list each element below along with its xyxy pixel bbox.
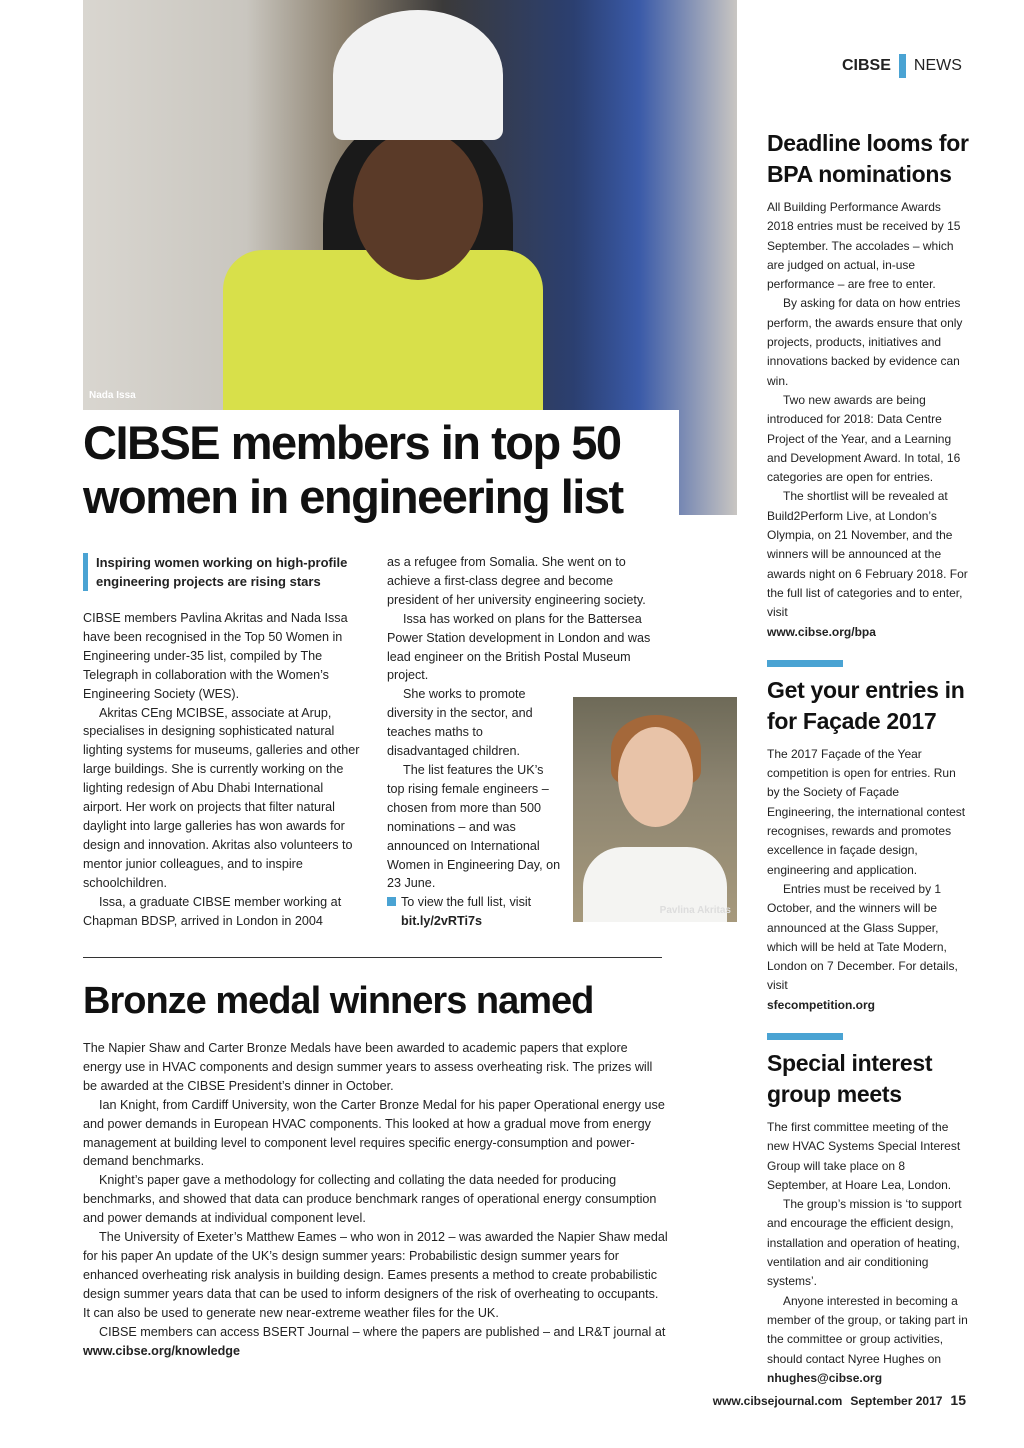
headline-box bbox=[83, 410, 679, 523]
paragraph: CIBSE members Pavlina Akritas and Nada Issa have been recognised in the Top 50 Women in Engineering under-35 list, compiled by The Telegraph in collaboration with the Women’s Engineering Society (WES). bbox=[83, 611, 348, 701]
paragraph: CIBSE members can access BSERT Journal – where the papers are published – and LR&T journal at bbox=[99, 1324, 666, 1339]
paragraph: as a refugee from Somalia. She went on to achieve a first-class degree and become president of her university engineering society. bbox=[387, 555, 646, 607]
list-link[interactable]: bit.ly/2vRTi7s bbox=[401, 914, 482, 929]
standfirst: Inspiring women working on high-profile engineering projects are rising stars bbox=[83, 553, 363, 591]
bpa-link[interactable]: www.cibse.org/bpa bbox=[767, 624, 876, 639]
paragraph: Issa has worked on plans for the Battersea Power Station development in London and was lead engineer on the British Postal Museum project. bbox=[387, 611, 651, 683]
paragraph: Akritas CEng MCIBSE, associate at Arup, specialises in designing sophisticated natural lighting systems for museums, galleries and other large buildings. She is currently working on the lighting redesign of Abu Dhabi International airport. Her work on projects that filter natural daylight into large galleries has won awards for design and innovation. Akritas also volunteers to mentor junior colleagues, and to inspire schoolchildren. bbox=[83, 705, 360, 890]
paragraph: Knight’s paper gave a methodology for collecting and collating the data needed for producing benchmarks, and showed that data can produce benchmark ranges of operational energy consumption and power demands at individual component level. bbox=[83, 1173, 657, 1226]
portrait-caption: Pavlina Akritas bbox=[659, 905, 731, 916]
square-bullet-icon bbox=[387, 897, 396, 906]
footer-issue: September 2017 bbox=[850, 1394, 943, 1408]
headline-line2: women in engineering list bbox=[83, 470, 623, 523]
brand-label: CIBSE bbox=[842, 57, 891, 74]
link-line: To view the full list, visit bit.ly/2vRTi7s bbox=[387, 893, 562, 931]
paragraph: The list features the UK’s top rising female engineers – chosen from more than 500 nominations – and was announced on International Women in Engineering Day, on 23 June. bbox=[387, 762, 561, 891]
paragraph: All Building Performance Awards 2018 entries must be received by 15 September. The accolades – which are judged on actual, in-use performance – are free to enter. bbox=[767, 200, 961, 292]
bronze-article bbox=[83, 980, 668, 1360]
paragraph: The 2017 Façade of the Year competition is open for entries. Run by the Society of Façade Engineering, the international contest recognises, rewards and promotes excellence in façade design, engineering and application. bbox=[767, 746, 966, 877]
paragraph: Issa, a graduate CIBSE member working at Chapman BDSP, arrived in London in 2004 bbox=[83, 894, 342, 928]
knowledge-link[interactable]: www.cibse.org/knowledge bbox=[83, 1343, 240, 1358]
sidebar-title: Get your entries in for Façade 2017 bbox=[767, 676, 965, 734]
portrait-photo bbox=[573, 697, 737, 922]
paragraph: The University of Exeter’s Matthew Eames – who won in 2012 – was awarded the Napier Shaw medal for his paper An update of the UK’s design summer years: Probabilistic design summer years for enhanced overheating risk analysis in building design. Eames presents a method to create probabilistic design summer years data that can be used to inform designers of the risk of overheating to occupants. It can also be used to generate new near-extreme weather files for the UK. bbox=[83, 1230, 668, 1320]
paragraph: Two new awards are being introduced for 2018: Data Centre Project of the Year, and a Learning and Development Award. In total, 16 categories are open for entries. bbox=[767, 392, 961, 485]
headline-line1: CIBSE members in top 50 bbox=[83, 416, 621, 469]
paragraph: She works to promote diversity in the sector, and teaches maths to disadvantaged children. bbox=[387, 687, 533, 759]
bronze-title: Bronze medal winners named bbox=[83, 980, 594, 1022]
facade-link[interactable]: sfecompetition.org bbox=[767, 997, 876, 1012]
section-header bbox=[842, 54, 962, 78]
paragraph: The Napier Shaw and Carter Bronze Medals have been awarded to academic papers that explore energy use in HVAC components and design summer years to assess overheating risk. The prizes will be awarded at the CIBSE President’s dinner in October. bbox=[83, 1041, 653, 1093]
section-label: NEWS bbox=[913, 57, 962, 74]
paragraph: Anyone interested in becoming a member of the group, or taking part in the committee or group activities, should contact Nyree Hughes on bbox=[767, 1293, 968, 1366]
accent-bar bbox=[899, 54, 906, 78]
photo-caption: Nada Issa bbox=[89, 390, 136, 401]
paragraph: The shortlist will be revealed at Build2Perform Live, at London’s Olympia, on 21 November, and the winners will be announced at the awards night on 6 February 2018. For the full list of categories and to enter, visit bbox=[767, 489, 968, 620]
sidebar-title: Special interest group meets bbox=[767, 1049, 933, 1107]
sidebar bbox=[767, 128, 969, 1388]
section-bar bbox=[767, 1033, 843, 1040]
footer bbox=[713, 1392, 966, 1408]
section-bar bbox=[767, 660, 843, 667]
paragraph: Entries must be received by 1 October, and the winners will be announced at the Glass Supper, which will be held at Tate Modern, London on 7 December. For details, visit bbox=[767, 881, 958, 993]
divider bbox=[83, 957, 662, 958]
paragraph: Ian Knight, from Cardiff University, won the Carter Bronze Medal for his paper Operational energy use and power demands in European HVAC components. This looked at how a gradual move from energy management at building level to component level requires specific energy-consumption and power-demand benchmarks. bbox=[83, 1097, 665, 1169]
sidebar-title: Deadline looms for BPA nominations bbox=[767, 130, 969, 187]
email-link[interactable]: nhughes@cibse.org bbox=[767, 1370, 883, 1385]
paragraph: By asking for data on how entries perform, the awards ensure that only projects, products, initiatives and innovations backed by evidence can win. bbox=[767, 296, 963, 388]
paragraph: The first committee meeting of the new HVAC Systems Special Interest Group will take place on 8 September, at Hoare Lea, London. bbox=[767, 1119, 961, 1192]
article-col1 bbox=[83, 553, 363, 930]
footer-site: www.cibsejournal.com bbox=[712, 1394, 843, 1408]
page-number: 15 bbox=[950, 1392, 966, 1408]
paragraph: The group’s mission is ‘to support and encourage the efficient design, installation and operation of heating, ventilation and air conditioning systems’. bbox=[767, 1197, 962, 1289]
